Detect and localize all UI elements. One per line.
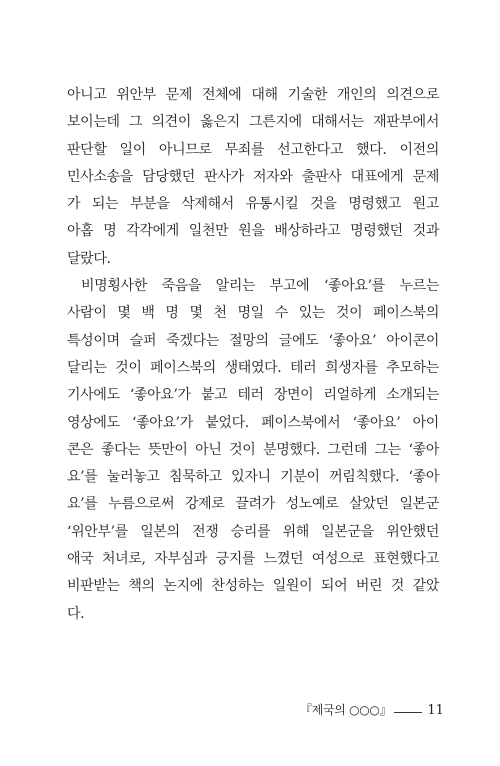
book-title: 『제국의 ○○○』 [300, 703, 392, 717]
paragraph-2 [67, 273, 439, 628]
text-line: 아니고 위안부 문제 전체에 대해 기술한 개인의 의견으로 [67, 87, 439, 103]
text-line: 민사소송을 담당했던 판사가 저자와 출판사 대표에게 문제 [67, 168, 439, 185]
text-line: 비명횡사한 죽음을 알리는 부고에 ‘좋아요’를 누르는 [81, 278, 439, 295]
running-footer [300, 700, 444, 720]
text-line: 사람이 몇 백 명 몇 천 명일 수 있는 것이 페이스북의 [67, 305, 439, 322]
text-line: 가 되는 부분을 삭제해서 유통시킬 것을 명령했고 원고 [67, 196, 439, 213]
text-line: 달랐다. [67, 250, 111, 267]
text-line: 특성이며 슬퍼 죽겠다는 절망의 글에도 ‘좋아요’ 아이콘이 [67, 332, 439, 349]
text-line: 기사에도 ‘좋아요’가 붙고 테러 장면이 리얼하게 소개되는 [67, 387, 439, 404]
text-line: 콘은 좋다는 뜻만이 아닌 것이 분명했다. 그런데 그는 ‘좋아 [67, 441, 439, 458]
text-line: ‘위안부’를 일본의 전쟁 승리를 위해 일본군을 위안했던 [67, 523, 439, 540]
page-number: 11 [427, 703, 444, 718]
text-line: 다. [67, 605, 85, 622]
text-line: 보이는데 그 의견이 옳은지 그른지에 대해서는 재판부에서 [67, 114, 439, 131]
text-line: 요’를 누름으로써 강제로 끌려가 성노예로 살았던 일본군 [67, 496, 439, 513]
text-line: 영상에도 ‘좋아요’가 붙었다. 페이스북에서 ‘좋아요’ 아이 [67, 414, 439, 431]
paragraph-1 [67, 82, 439, 273]
text-line: 아홉 명 각각에게 일천만 원을 배상하라고 명령했던 것과 [67, 223, 439, 240]
body-text [67, 82, 439, 628]
text-line: 요’를 눌러놓고 침묵하고 있자니 기분이 꺼림칙했다. ‘좋아 [67, 469, 439, 486]
text-line: 달리는 것이 페이스북의 생태였다. 테러 희생자를 추모하는 [67, 359, 439, 376]
text-line: 비판받는 책의 논지에 찬성하는 일원이 되어 버린 것 같았 [67, 578, 439, 595]
footer-rule [394, 712, 422, 713]
text-line: 판단할 일이 아니므로 무죄를 선고한다고 했다. 이전의 [67, 141, 439, 158]
text-line: 애국 처녀로, 자부심과 긍지를 느꼈던 여성으로 표현했다고 [67, 551, 439, 568]
